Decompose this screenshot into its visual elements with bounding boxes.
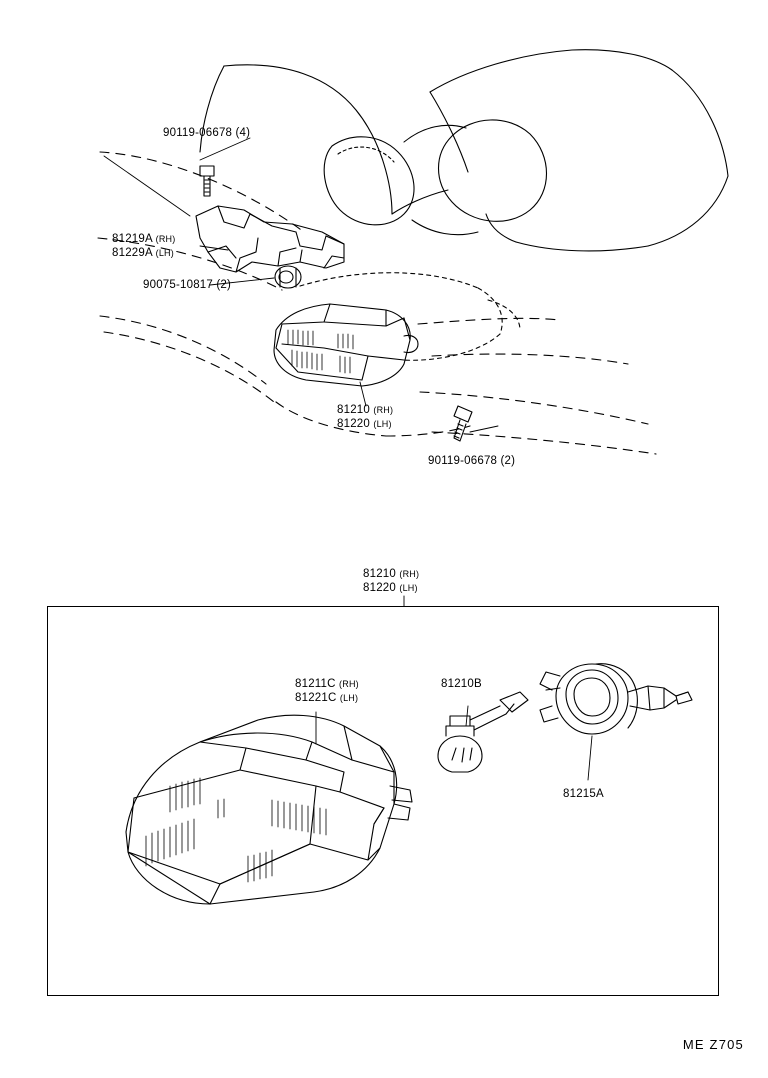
callout-bolt-lower: 90119-06678 (2) <box>428 455 516 467</box>
panel-heading-rh: 81210 (RH) <box>363 568 420 580</box>
vehicle-body-outline <box>98 50 728 454</box>
mounting-nut <box>275 266 301 288</box>
fog-lamp-assembly-small <box>274 304 418 386</box>
upper-bolt <box>200 166 214 196</box>
callout-socket: 81215A <box>563 788 604 800</box>
callout-lamp-lh: 81220 (LH) <box>337 418 392 430</box>
component-panel-border <box>47 606 719 996</box>
callout-bracket-rh: 81219A (RH) <box>112 233 176 245</box>
callout-lamp-rh: 81210 (RH) <box>337 404 394 416</box>
callout-lens-lh: 81221C (LH) <box>295 692 359 704</box>
callout-nut: 90075-10817 (2) <box>143 279 232 291</box>
callout-bracket-lh: 81229A (LH) <box>112 247 174 259</box>
callout-bolt-top: 90119-06678 (4) <box>163 127 251 139</box>
fog-lamp-bracket <box>196 206 344 272</box>
panel-heading-lh: 81220 (LH) <box>363 582 418 594</box>
callout-lens-rh: 81211C (RH) <box>295 678 359 690</box>
callout-bulb: 81210B <box>441 678 482 690</box>
lower-bolt <box>454 406 472 441</box>
diagram-code: ME Z705 <box>682 1037 744 1052</box>
